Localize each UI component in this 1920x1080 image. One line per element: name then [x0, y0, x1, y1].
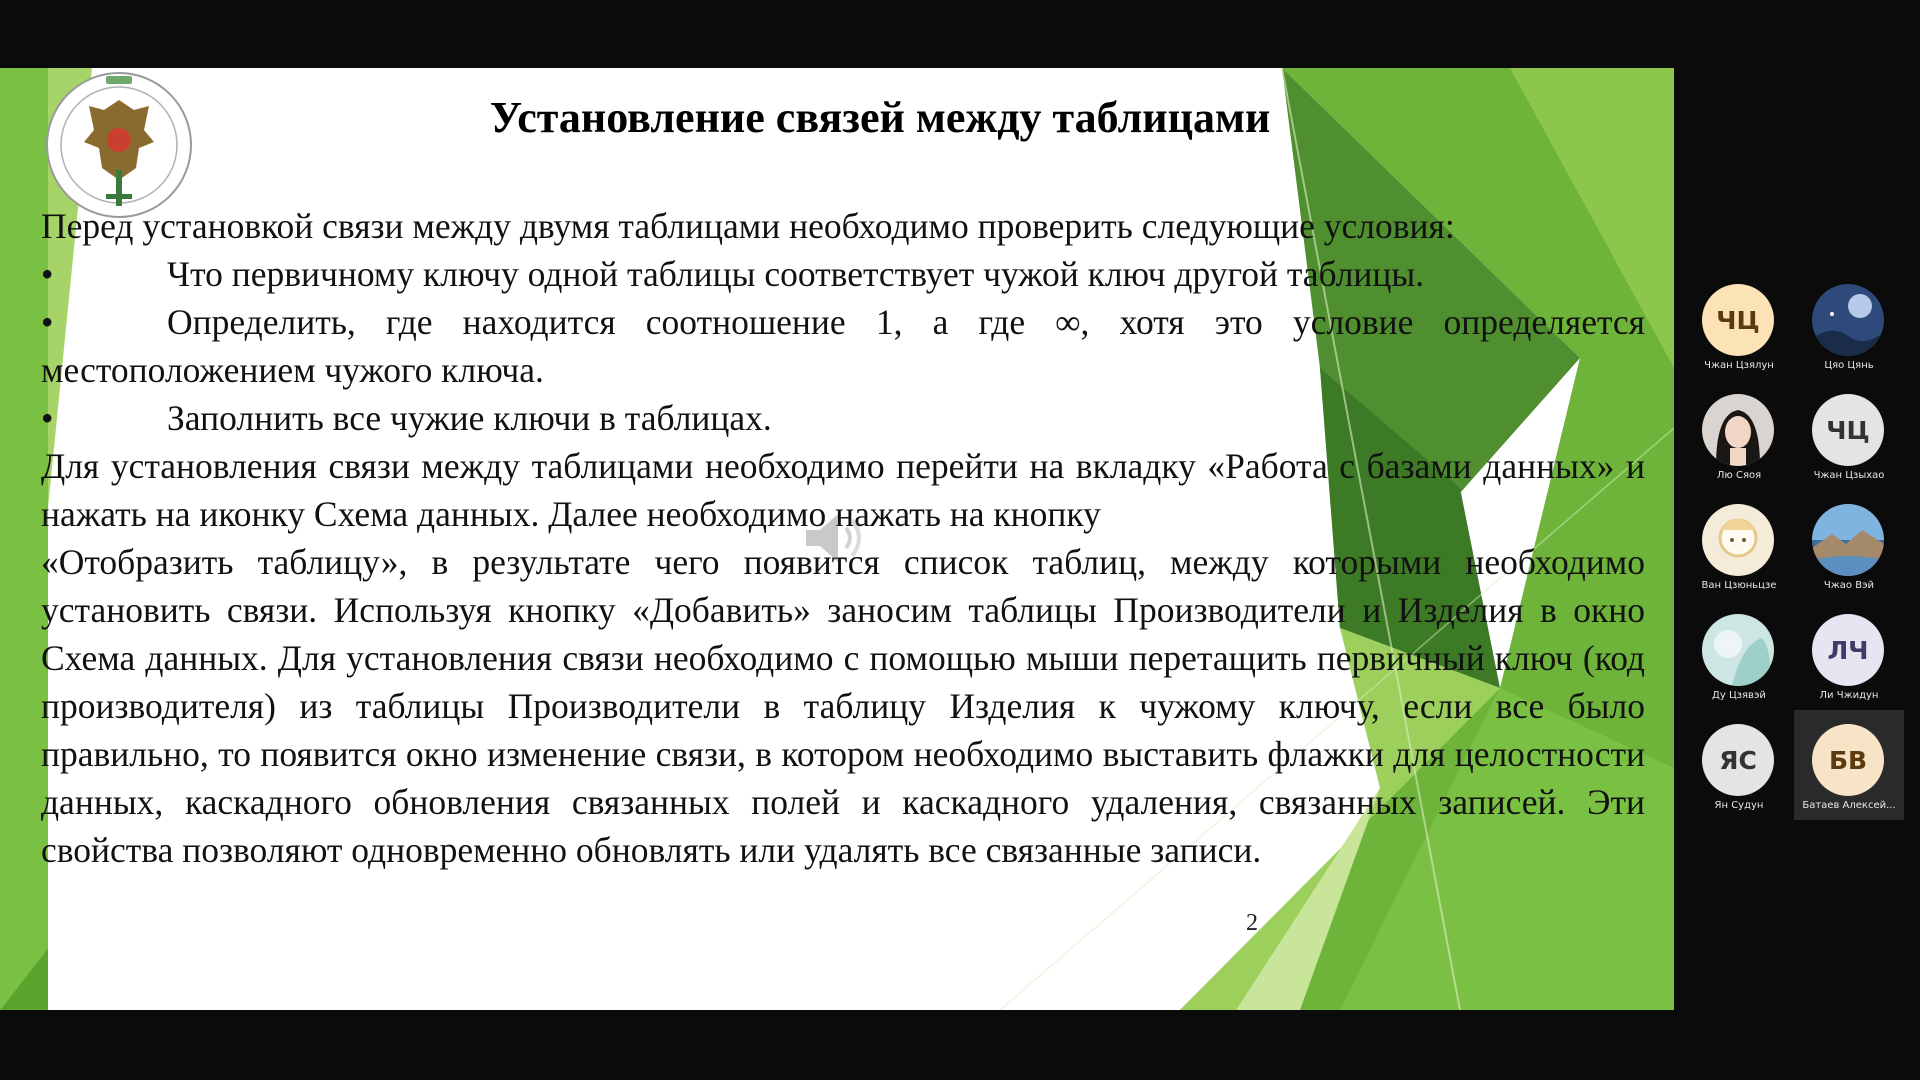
participant-name: Ли Чжидун [1819, 690, 1879, 701]
bullet-dot: • [41, 302, 54, 342]
bullet-text: Заполнить все чужие ключи в таблицах. [167, 398, 772, 438]
participant-tile[interactable] [1684, 270, 1794, 380]
bullet-dot: • [41, 398, 54, 438]
participant-tile[interactable] [1794, 380, 1904, 490]
avatar [1702, 504, 1774, 576]
bullet-dot: • [41, 254, 54, 294]
paragraph-text: Для установления связи между таблицами необходимо перейти на вкладку «Работа с базами данных» и нажать на иконку Схема данных. Далее необходимо нажать на кнопку [41, 446, 1645, 534]
avatar: ЧЦ [1702, 284, 1774, 356]
avatar [1812, 504, 1884, 576]
presentation-slide [0, 68, 1674, 1010]
participant-name: Ян Судун [1714, 800, 1764, 811]
bullet-text: Определить, где находится соотношение 1, а где ∞, хотя это условие определяется местоположением чужого ключа. [41, 302, 1645, 390]
participant-tile[interactable] [1794, 600, 1904, 710]
intro-text: Перед установкой связи между двумя таблицами необходимо проверить следующие условия: [41, 206, 1455, 246]
avatar: БВ [1812, 724, 1884, 796]
avatar: ЛЧ [1812, 614, 1884, 686]
slide-title: Установление связей между таблицами [489, 93, 1271, 142]
participants-panel [1684, 270, 1920, 830]
avatar [1812, 284, 1884, 356]
paragraph-text: «Отобразить таблицу», в результате чего появится список таблиц, между которыми необходимо установить связи. Используя кнопку «Добавить» заносим таблицы Производители и Изделия в окно Схема данных. Для установления связи необходимо с помощью мыши перетащить первичный ключ (код производителя) из таблицы Производители в таблицу Изделия к чужому ключу, если все было правильно, то появится окно изменение связи, в котором необходимо выставить флажки для целостности данных, каскадного обновления связанных полей и каскадного удаления, связанных записей. Эти свойства позволяют одновременно обновлять или удалять все связанные записи. [41, 542, 1645, 870]
participant-name: Ду Цзявэй [1712, 690, 1766, 701]
participant-name: Лю Сяоя [1716, 470, 1762, 481]
avatar: ЧЦ [1812, 394, 1884, 466]
university-crest-icon [44, 70, 194, 220]
participant-name: Ван Цзюньцзе [1701, 580, 1777, 591]
participant-tile[interactable] [1684, 600, 1794, 710]
participant-name: Батаев Алексей... [1802, 800, 1896, 811]
avatar [1702, 394, 1774, 466]
avatar [1702, 614, 1774, 686]
avatar: ЯС [1702, 724, 1774, 796]
participant-tile-active[interactable] [1794, 710, 1904, 820]
speaker-icon[interactable] [800, 508, 870, 568]
participant-name: Чжао Вэй [1823, 580, 1875, 591]
bullet-text: Что первичному ключу одной таблицы соответствует чужой ключ другой таблицы. [167, 254, 1425, 294]
participant-tile[interactable] [1684, 380, 1794, 490]
participant-tile[interactable] [1794, 490, 1904, 600]
participant-name: Чжан Цзялун [1704, 360, 1774, 371]
participant-tile[interactable] [1684, 710, 1794, 820]
bullet-item [41, 298, 1645, 394]
bullet-item [41, 250, 1645, 298]
bullet-item [41, 394, 1645, 442]
participant-name: Чжан Цзыхао [1813, 470, 1885, 481]
participant-tile[interactable] [1794, 270, 1904, 380]
participant-name: Цяо Цянь [1824, 360, 1874, 371]
participant-tile[interactable] [1684, 490, 1794, 600]
page-number: 2 [1246, 910, 1258, 936]
